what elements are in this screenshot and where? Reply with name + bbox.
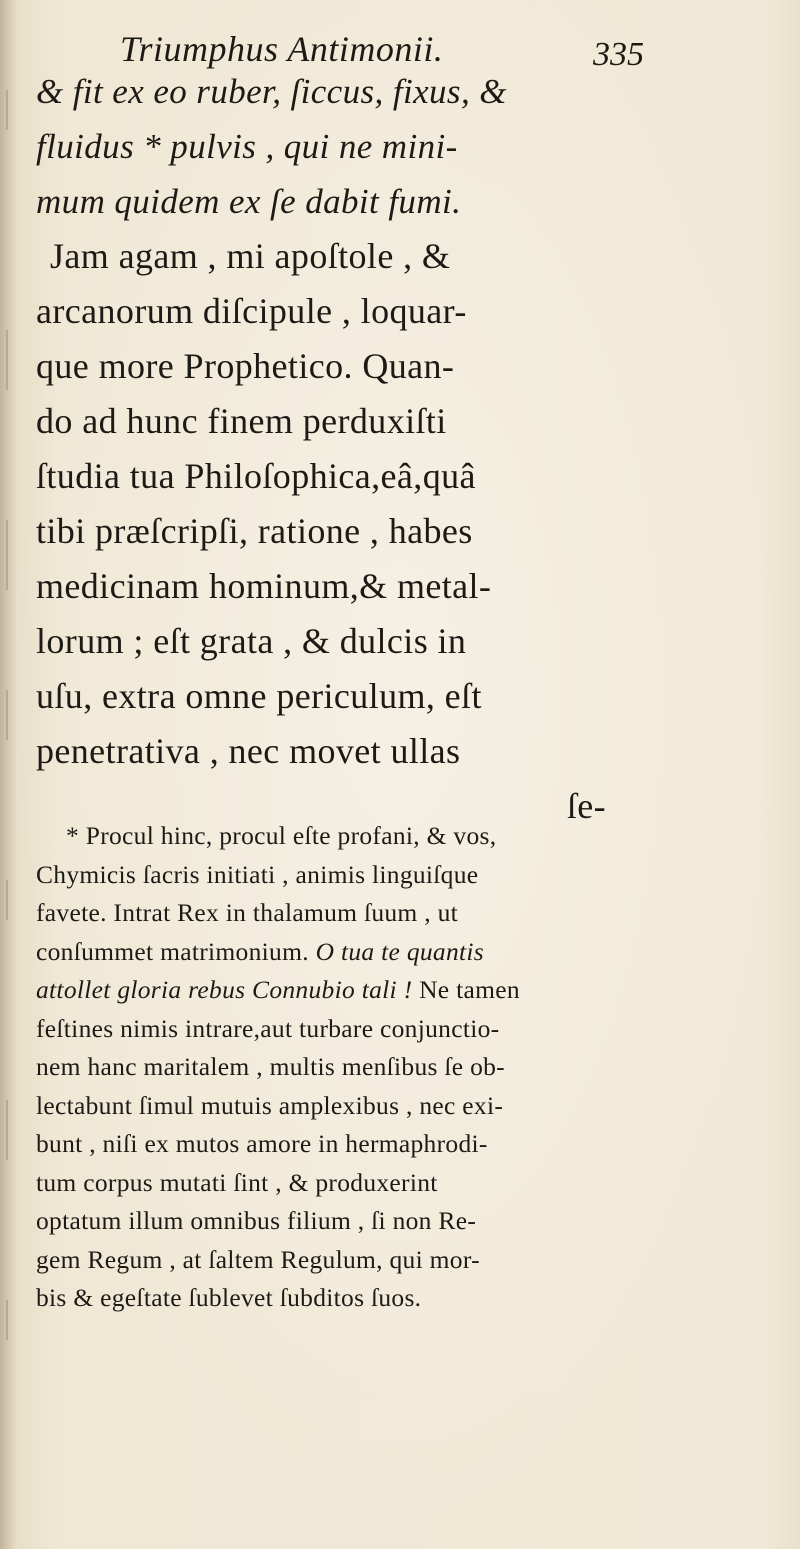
gutter-mark [6,330,8,390]
footnote-line: Chymicis ſacris initiati , animis linguiſque [36,859,479,889]
footnote-line-start: conſummet matrimonium. [36,936,309,966]
text-line: fluidus * pulvis , qui ne mini- [36,127,458,166]
text-line: ſtudia tua Philoſophica,eâ,quâ [36,456,476,496]
footnote-line: optatum illum omnibus filium , ſi non Re- [36,1206,477,1235]
page-number: 335 [593,36,644,73]
footnote-line: gem Regum , at ſaltem Regulum, qui mor- [36,1244,480,1274]
text-line: penetrativa , nec movet ullas [36,731,461,771]
text-line: arcanorum diſcipule , loquar- [36,291,467,331]
catchword: ſe- [566,786,606,826]
footnote-line [36,971,756,1010]
footnote-line: feſtines nimis intrare,aut turbare conjunctio- [36,1013,500,1043]
footnote-line-end: Ne tamen [419,975,520,1004]
footnote-line: bis & egeſtate ſublevet ſubditos ſuos. [36,1283,422,1312]
footnote-line: favete. Intrat Rex in thalamum ſuum , ut [36,898,459,927]
text-line: medicinam hominum,& metal- [36,566,492,606]
text-line: mum quidem ex ſe dabit fumi. [36,182,462,221]
text-line: do ad hunc finem perduxiſti [36,401,447,441]
text-line: tibi præſcripſi, ratione , habes [36,511,473,551]
main-text [36,64,606,834]
text-line: que more Prophetico. Quan- [36,346,455,386]
footnote-line [36,933,756,972]
footnote [36,817,756,1318]
text-line: & fit ex eo ruber, ſiccus, fixus, & [36,72,507,111]
footnote-italic-quote: O tua te quantis [315,936,485,966]
gutter-mark [6,1300,8,1340]
page-gutter [0,0,16,1549]
footnote-line: tum corpus mutati ſint , & produxerint [36,1167,438,1197]
footnote-line: bunt , niſi ex mutos amore in hermaphrodi- [36,1129,488,1158]
footnote-line: lectabunt ſimul mutuis amplexibus , nec exi- [36,1090,504,1120]
running-title: Triumphus Antimonii. [120,29,444,69]
footnote-line: nem hanc maritalem , multis menſibus ſe ob- [36,1052,505,1081]
gutter-mark [6,690,8,740]
gutter-mark [6,1100,8,1160]
gutter-mark [6,520,8,590]
text-line: Jam agam , mi apoſtole , & [50,236,451,276]
gutter-mark [6,880,8,920]
text-line: uſu, extra omne periculum, eſt [36,676,482,716]
footnote-italic-quote: attollet gloria rebus Connubio tali ! [36,975,413,1004]
gutter-mark [6,90,8,130]
footnote-line: * Procul hinc, procul eſte profani, & vos, [66,821,497,850]
text-line: lorum ; eſt grata , & dulcis in [36,621,467,661]
